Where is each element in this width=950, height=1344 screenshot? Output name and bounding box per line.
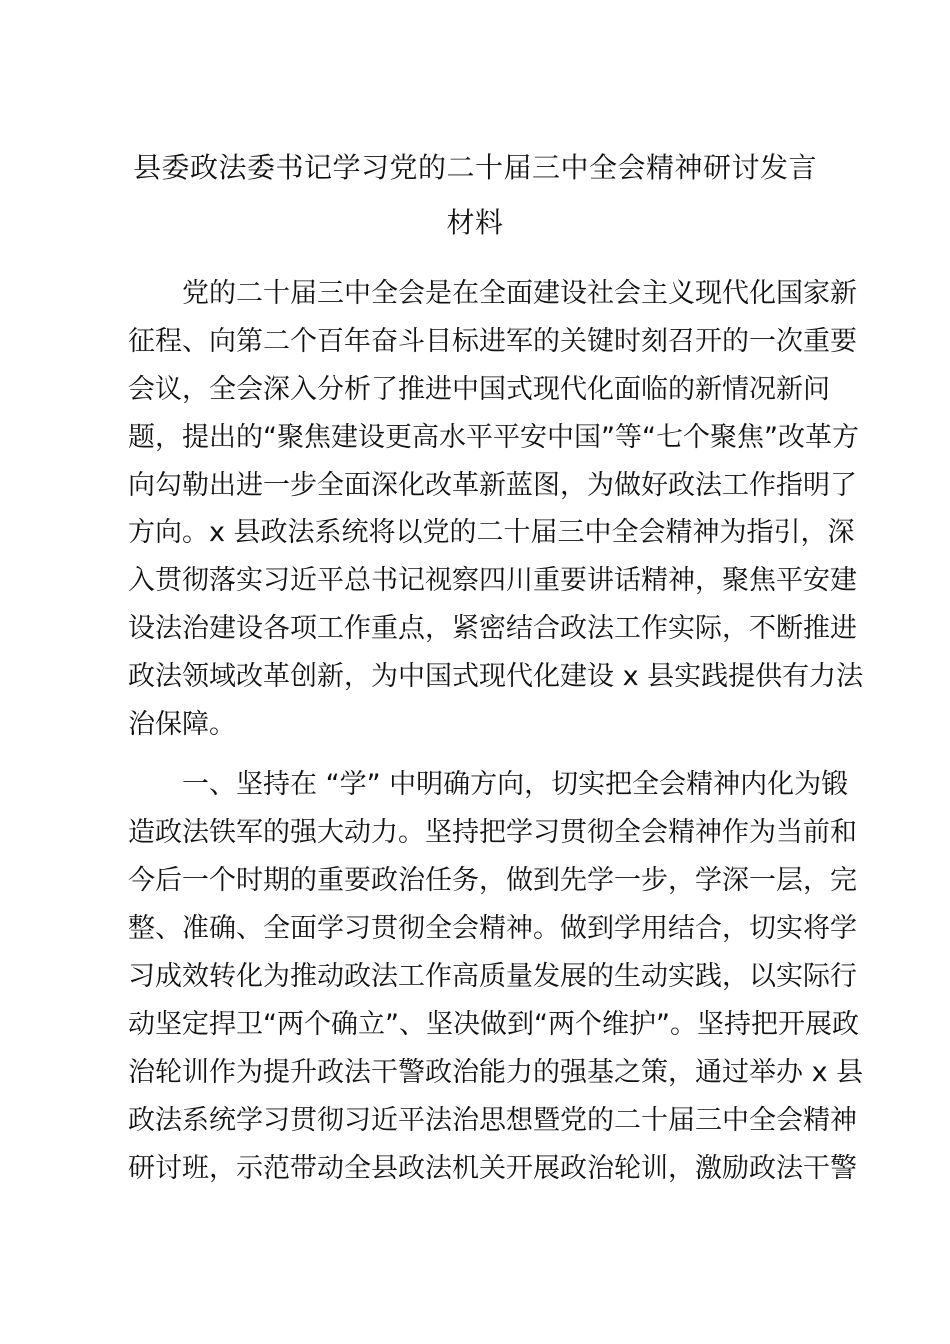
paragraph-2-line: 今后一个时期的重要政治任务，做到先学一步，学深一层，完 [128,865,857,896]
paragraph-1-line: 征程、向第二个百年奋斗目标进军的关键时刻召开的一次重要 [128,326,857,357]
document-title-line-2: 材料 [446,206,504,239]
paragraph-1-line: 入贯彻落实习近平总书记视察四川重要讲话精神，聚焦平安建 [128,565,857,596]
paragraph-2-line: 习成效转化为推动政法工作高质量发展的生动实践，以实际行 [128,961,857,992]
paragraph-2-line: 政法系统学习贯彻习近平法治思想暨党的二十届三中全会精神 [128,1105,857,1136]
paragraph-1-line: 治保障。 [128,709,236,740]
paragraph-1-line: 向勾勒出进一步全面深化改革新蓝图，为做好政法工作指明了 [128,470,857,501]
document-title-line-1: 县委政法委书记学习党的二十届三中全会精神研讨发言 [132,151,817,184]
paragraph-1-line: 党的二十届三中全会是在全面建设社会主义现代化国家新 [182,278,857,309]
paragraph-2-line: 造政法铁军的强大动力。坚持把学习贯彻全会精神作为当前和 [128,817,857,848]
paragraph-2-line: 一、坚持在 “学” 中明确方向，切实把全会精神内化为锻 [182,769,849,800]
paragraph-1-line: 方向。x 县政法系统将以党的二十届三中全会精神为指引，深 [128,517,855,548]
paragraph-1-line: 会议，全会深入分析了推进中国式现代化面临的新情况新问 [128,374,830,405]
paragraph-1-line: 设法治建设各项工作重点，紧密结合政法工作实际，不断推进 [128,613,857,644]
paragraph-2-line: 动坚定捍卫“两个确立”、坚决做到“两个维护”。坚持把开展政 [128,1009,859,1040]
paragraph-2-line: 治轮训作为提升政法干警政治能力的强基之策，通过举办 x 县 [128,1057,864,1088]
paragraph-1-line: 题，提出的“聚焦建设更高水平平安中国”等“七个聚焦”改革方 [128,422,859,453]
paragraph-1-line: 政法领域改革创新，为中国式现代化建设 x 县实践提供有力法 [128,661,864,692]
paragraph-2-line: 研讨班，示范带动全县政法机关开展政治轮训，激励政法干警 [128,1153,857,1184]
paragraph-2-line: 整、准确、全面学习贯彻全会精神。做到学用结合，切实将学 [128,913,857,944]
